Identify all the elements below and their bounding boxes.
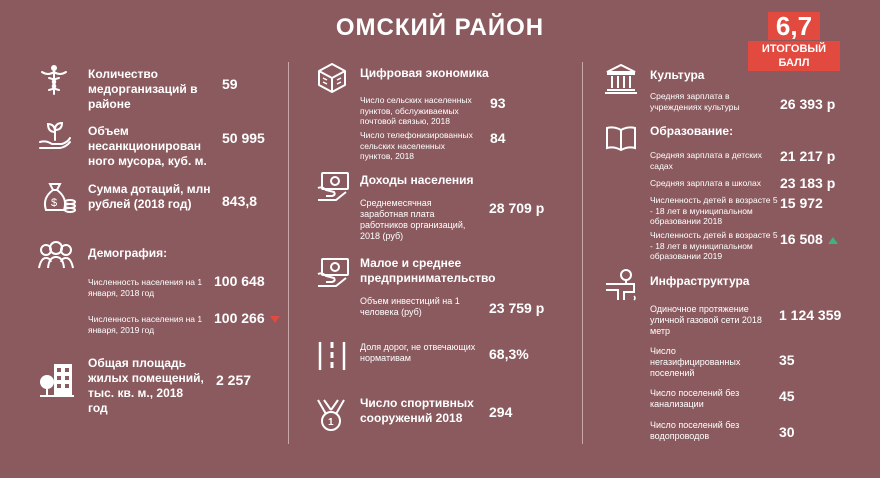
population-2018-value: 100 648	[214, 273, 265, 289]
decrease-arrow-icon	[270, 316, 280, 323]
gas-network-label: Одиночное протяжение уличной газовой сети 2018 метр	[650, 304, 762, 336]
medal-icon	[316, 398, 346, 432]
population-2018-label: Численность населения на 1 января, 2018 год	[88, 277, 203, 298]
gas-network-value: 1 124 359	[779, 307, 842, 323]
education-title: Образование:	[650, 124, 734, 138]
investment-value: 23 759 р	[489, 300, 545, 316]
population-2019-row	[214, 310, 280, 326]
school-salary-value: 23 183 р	[780, 175, 836, 191]
culture-title: Культура	[650, 68, 705, 82]
book-icon	[604, 124, 638, 152]
sme-title: Малое и среднее предпринимательство	[360, 256, 496, 285]
no-sewer-settlements-label: Число поселений без канализации	[650, 388, 740, 409]
total-score-badge	[748, 12, 840, 71]
digital-economy-title: Цифровая экономика	[360, 66, 489, 80]
postal-villages-value: 93	[490, 95, 506, 111]
population-2019-label: Численность населения на 1 января, 2019 год	[88, 314, 203, 335]
avg-salary-label: Среднемесячная заработная плата работников организаций, 2018 (руб)	[360, 198, 466, 241]
page-title: ОМСКИЙ РАЙОН	[335, 14, 545, 41]
caduceus-icon	[38, 64, 70, 96]
children-2019-label: Численность детей в возрасте 5 - 18 лет в муниципальном образовании 2019	[650, 230, 778, 261]
svg-text:$: $	[51, 197, 58, 209]
children-2019-row	[780, 231, 838, 247]
bad-roads-label: Доля дорог, не отвечающих нормативам	[360, 342, 476, 363]
demography-title: Демография:	[88, 246, 168, 260]
svg-text:1: 1	[328, 417, 334, 428]
no-gas-settlements-label: Число негазифицированных поселений	[650, 346, 741, 378]
kindergarten-salary-label: Средняя зарплата в детских садах	[650, 150, 763, 171]
total-score-value: 6,7	[768, 12, 820, 40]
apartment-building-icon	[38, 362, 76, 398]
road-icon	[316, 340, 348, 372]
population-2019-value: 100 266	[214, 310, 265, 326]
column-divider-2	[582, 62, 583, 444]
subsidy-value: 843,8	[222, 193, 258, 209]
hand-plant-icon	[38, 120, 72, 152]
avg-salary-value: 28 709 р	[489, 200, 545, 216]
children-2018-label: Численность детей в возрасте 5 - 18 лет в муниципальном образовании 2018	[650, 195, 778, 226]
waste-label: Объем несанкционирован ного мусора, куб. м.	[88, 124, 207, 168]
kindergarten-salary-value: 21 217 р	[780, 148, 836, 164]
bad-roads-value: 68,3%	[489, 346, 529, 362]
culture-salary-label: Средняя зарплата в учреждениях культуры	[650, 91, 740, 112]
housing-area-label: Общая площадь жилых помещений, тыс. кв. м., 2018 год	[88, 356, 204, 415]
children-2018-value: 15 972	[780, 195, 823, 211]
increase-arrow-icon	[828, 237, 838, 244]
money-business-icon	[316, 256, 350, 288]
no-gas-settlements-value: 35	[779, 352, 795, 368]
total-score-label: ИТОГОВЫЙ БАЛЛ	[748, 41, 840, 71]
digital-cube-icon	[316, 62, 348, 94]
income-title: Доходы населения	[360, 173, 474, 187]
investment-label: Объем инвестиций на 1 человека (руб)	[360, 296, 460, 317]
waste-value: 50 995	[222, 130, 265, 146]
no-water-settlements-value: 30	[779, 424, 795, 440]
people-group-icon	[38, 240, 74, 270]
postal-villages-label: Число сельских населенных пунктов, обслуживаемых почтовой связью, 2018	[360, 95, 472, 126]
subsidy-label: Сумма дотаций, млн рублей (2018 год)	[88, 182, 211, 211]
phone-villages-label: Число телефонизированных сельских населенных пунктов, 2018	[360, 130, 473, 161]
culture-salary-value: 26 393 р	[780, 96, 836, 112]
no-sewer-settlements-value: 45	[779, 388, 795, 404]
column-divider-1	[288, 62, 289, 444]
housing-area-value: 2 257	[216, 372, 252, 388]
sports-facilities-label: Число спортивных сооружений 2018	[360, 396, 474, 425]
money-bag-icon	[40, 180, 76, 214]
no-water-settlements-label: Число поселений без водопроводов	[650, 420, 740, 441]
med-orgs-label: Количество медорганизаций в районе	[88, 67, 198, 111]
school-salary-label: Средняя зарплата в школах	[650, 178, 761, 188]
phone-villages-value: 84	[490, 130, 506, 146]
museum-icon	[604, 62, 638, 94]
pipes-infrastructure-icon	[604, 268, 640, 302]
sports-facilities-value: 294	[489, 404, 513, 420]
children-2019-value: 16 508	[780, 231, 823, 247]
med-orgs-value: 59	[222, 76, 238, 92]
infrastructure-title: Инфраструктура	[650, 274, 750, 288]
cash-hand-icon	[316, 170, 350, 202]
